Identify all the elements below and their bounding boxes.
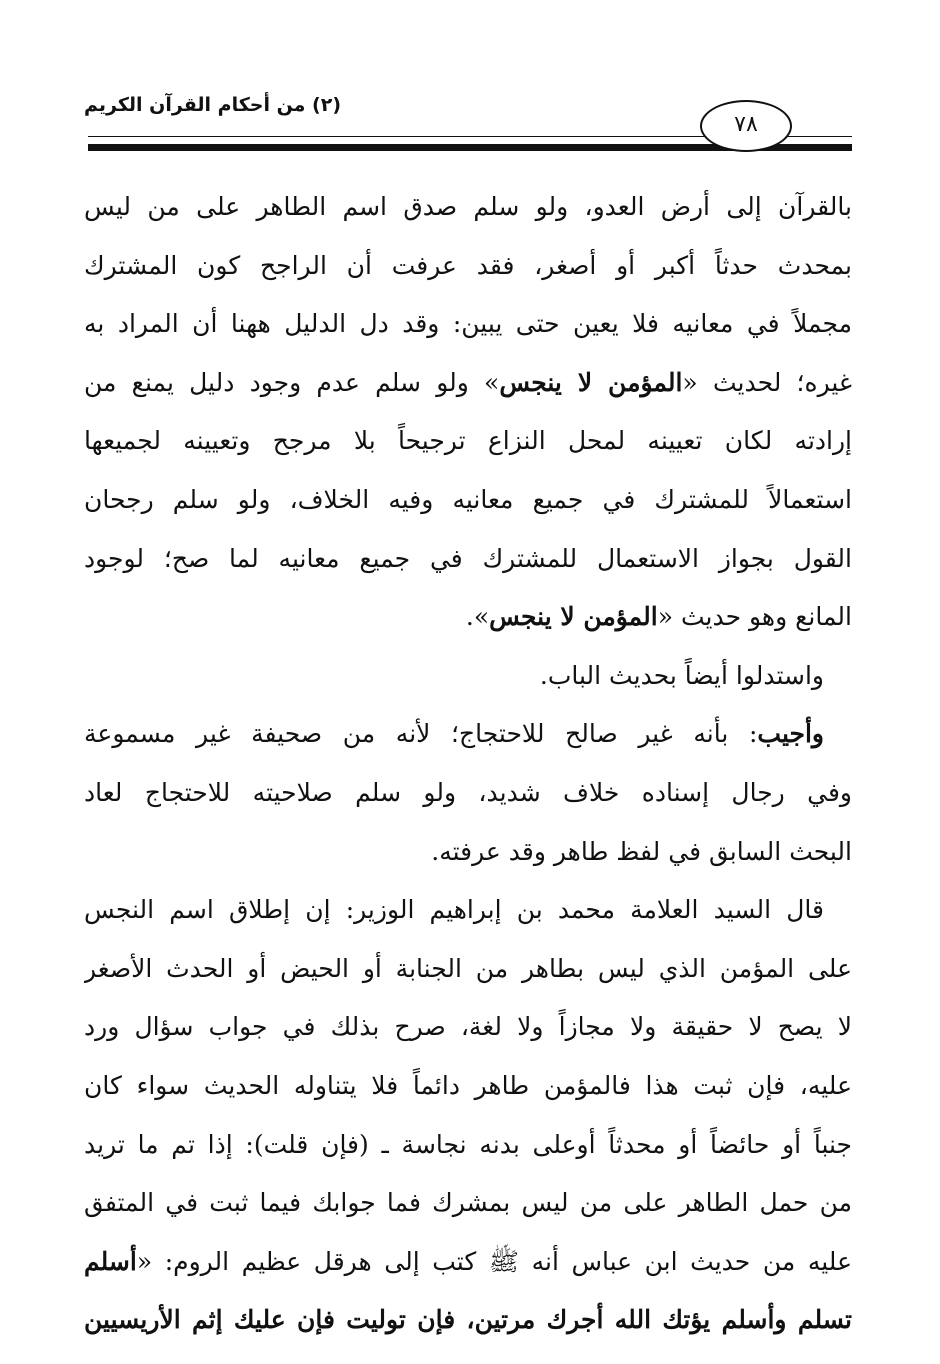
text-line bbox=[84, 823, 852, 882]
bold-text-segment: المؤمن لا ينجس bbox=[489, 602, 658, 632]
running-title: (٢) من أحكام القرآن الكريم bbox=[84, 94, 342, 116]
text-line bbox=[84, 471, 852, 530]
bold-text-segment: المؤمن لا ينجس bbox=[499, 367, 683, 397]
body-text bbox=[84, 178, 852, 1350]
text-segment: ». bbox=[465, 602, 490, 632]
text-line bbox=[84, 705, 852, 764]
text-segment: » ولو سلم عدم وجود دليل يمنع من bbox=[84, 367, 500, 397]
text-segment: قال السيد العلامة محمد بن إبراهيم الوزير: إن إطلاق اسم النجس bbox=[84, 895, 824, 925]
text-line bbox=[84, 1057, 852, 1116]
text-segment: إرادته لكان تعيينه لمحل النزاع ترجيحاً بلا مرجح وتعيينه لجميعها bbox=[84, 426, 852, 456]
bold-text-segment: أسلم bbox=[84, 1246, 137, 1276]
text-segment: لا يصح لا حقيقة ولا مجازاً ولا لغة، صرح بذلك في جواب سؤال ورد bbox=[84, 1012, 852, 1042]
text-line bbox=[84, 588, 852, 647]
text-segment: مجملاً في معانيه فلا يعين حتى يبين: وقد دل الدليل ههنا أن المراد به bbox=[84, 309, 852, 339]
text-line bbox=[84, 940, 852, 999]
text-line bbox=[84, 1291, 852, 1350]
text-segment: بمحدث حدثاً أكبر أو أصغر، فقد عرفت أن الراجح كون المشترك bbox=[84, 250, 852, 280]
page-header bbox=[0, 0, 940, 170]
page-number-oval bbox=[700, 100, 792, 152]
text-line bbox=[84, 764, 852, 823]
text-segment: واستدلوا أيضاً بحديث الباب. bbox=[539, 660, 824, 690]
text-segment: القول بجواز الاستعمال للمشترك في جميع معانيه لما صح؛ لوجود bbox=[84, 543, 852, 573]
text-segment: وفي رجال إسناده خلاف شديد، ولو سلم صلاحيته للاحتجاج لعاد bbox=[84, 777, 852, 807]
bold-text-segment: تسلم وأسلم يؤتك الله أجرك مرتين، فإن توليت فإن عليك إثم الأريسيين bbox=[84, 1305, 852, 1335]
text-line bbox=[84, 295, 852, 354]
text-line bbox=[84, 881, 852, 940]
text-line bbox=[84, 412, 852, 471]
text-line bbox=[84, 530, 852, 589]
text-line bbox=[84, 1233, 852, 1292]
text-segment: البحث السابق في لفظ طاهر وقد عرفته. bbox=[431, 836, 852, 866]
text-line bbox=[84, 237, 852, 296]
text-segment: من حمل الطاهر على من ليس بمشرك فما جوابك فيما ثبت في المتفق bbox=[84, 1188, 852, 1218]
text-segment: المانع وهو حديث « bbox=[657, 602, 852, 632]
text-line bbox=[84, 1116, 852, 1175]
text-segment: عليه، فإن ثبت هذا فالمؤمن طاهر دائماً فلا يتناوله الحديث سواء كان bbox=[84, 1070, 852, 1100]
text-segment: : بأنه غير صالح للاحتجاج؛ لأنه من صحيفة غير مسموعة bbox=[84, 719, 758, 749]
text-line bbox=[84, 998, 852, 1057]
text-line bbox=[84, 1174, 852, 1233]
text-segment: جنباً أو حائضاً أو محدثاً أوعلى بدنه نجاسة ـ (فإن قلت): إذا تم ما تريد bbox=[84, 1129, 852, 1159]
text-line bbox=[84, 178, 852, 237]
text-line bbox=[84, 647, 852, 706]
page-number: ٧٨ bbox=[734, 112, 758, 137]
text-segment: بالقرآن إلى أرض العدو، ولو سلم صدق اسم الطاهر على من ليس bbox=[84, 192, 852, 221]
text-segment: استعمالاً للمشترك في جميع معانيه وفيه الخلاف، ولو سلم رجحان bbox=[84, 484, 852, 514]
text-line bbox=[84, 354, 852, 413]
text-segment: عليه من حديث ابن عباس أنه ﷺ كتب إلى هرقل عظيم الروم: « bbox=[136, 1246, 852, 1276]
bold-text-segment: وأجيب bbox=[757, 719, 824, 749]
text-segment: غيره؛ لحديث « bbox=[682, 367, 852, 397]
text-segment: على المؤمن الذي ليس بطاهر من الجنابة أو الحيض أو الحدث الأصغر bbox=[84, 953, 852, 983]
